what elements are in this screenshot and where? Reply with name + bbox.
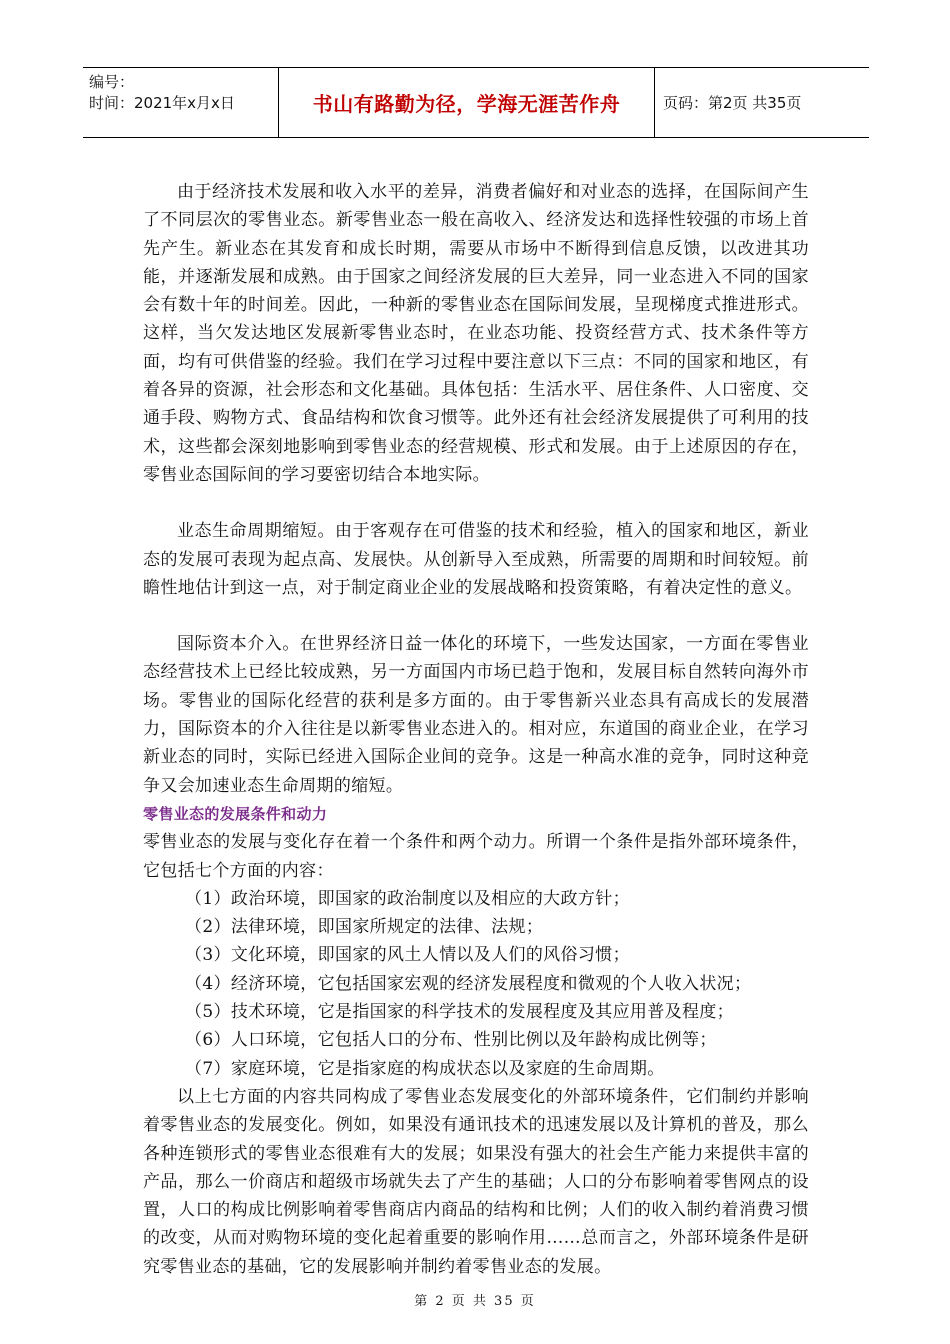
list-item: （6）人口环境，它包括人口的分布、性别比例以及年龄构成比例等； bbox=[185, 1030, 717, 1051]
paragraph-1: 由于经济技术发展和收入水平的差异，消费者偏好和对业态的选择，在国际间产生了不同层次的零售业态。新零售业态一般在高收入、经济发达和选择性较强的市场上首先产生。新业态在其发育和成长时期，需要从市场中不断得到信息反馈，以改进其功能，并逐渐发展和成熟。由于国家之间经济发展的巨大差异，同一业态进入不同的国家会有数十年的时间差。因此，一种新的零售业态在国际间发展，呈现梯度式推进形式。这样，当欠发达地区发展新零售业态时，在业态功能、投资经营方式、技术条件等方面，均有可供借鉴的经验。我们在学习过程中要注意以下三点：不同的国家和地区，有着各异的资源，社会形态和文化基础。具体包括：生活水平、居住条件、人口密度、交通手段、购物方式、食品结构和饮食习惯等。此外还有社会经济发展提供了可利用的技术，这些都会深刻地影响到零售业态的经营规模、形式和发展。由于上述原因的存在，零售业态国际间的学习要密切结合本地实际。 bbox=[143, 182, 809, 485]
paragraph-3: 国际资本介入。在世界经济日益一体化的环境下，一些发达国家，一方面在零售业态经营技术上已经比较成熟，另一方面国内市场已趋于饱和，发展目标自然转向海外市场。零售业的国际化经营的获利是多方面的。由于零售新兴业态具有高成长的发展潜力，国际资本的介入往往是以新零售业态进入的。相对应，东道国的商业企业，在学习新业态的同时，实际已经进入国际企业间的竞争。这是一种高水准的竞争，同时这种竞争又会加速业态生命周期的缩短。 bbox=[143, 634, 809, 796]
paragraph-4: 零售业态的发展与变化存在着一个条件和两个动力。所谓一个条件是指外部环境条件，它包括七个方面的内容： bbox=[143, 832, 809, 881]
header-motto: 书山有路勤为径，学海无涯苦作舟 bbox=[312, 92, 621, 116]
document-body bbox=[143, 178, 809, 1281]
header-motto-cell bbox=[279, 68, 655, 137]
paragraph-2: 业态生命周期缩短。由于客观存在可借鉴的技术和经验，植入的国家和地区，新业态的发展可表现为起点高、发展快。从创新导入至成熟，所需要的周期和时间较短。前瞻性地估计到这一点，对于制定商业企业的发展战略和投资策略，有着决定性的意义。 bbox=[143, 521, 809, 598]
page-footer bbox=[0, 1290, 950, 1309]
number-label: 编号： bbox=[89, 73, 135, 91]
list-item: （1）政治环境，即国家的政治制度以及相应的大政方针； bbox=[185, 888, 630, 909]
list-item: （2）法律环境，即国家所规定的法律、法规； bbox=[185, 917, 544, 938]
list-item: （5）技术环境，它是指国家的科学技术的发展程度及其应用普及程度； bbox=[185, 1002, 735, 1023]
list-item: （3）文化环境，即国家的风土人情以及人们的风俗习惯； bbox=[185, 945, 630, 966]
header-page-info: 页码：第2页 共35页 bbox=[663, 94, 802, 112]
header-page-info-cell bbox=[655, 68, 869, 137]
conditions-list bbox=[143, 885, 809, 1083]
section-heading: 零售业态的发展条件和动力 bbox=[143, 804, 328, 823]
list-item: （7）家庭环境，它是指家庭的构成状态以及家庭的生命周期。 bbox=[185, 1058, 665, 1079]
list-item: （4）经济环境，它包括国家宏观的经济发展程度和微观的个人收入状况； bbox=[185, 973, 752, 994]
header-meta bbox=[83, 68, 279, 137]
date-label: 时间：2021年x月x日 bbox=[89, 94, 235, 112]
footer-page-number: 第 2 页 共 35 页 bbox=[414, 1294, 536, 1309]
paragraph-5: 以上七方面的内容共同构成了零售业态发展变化的外部环境条件，它们制约并影响着零售业态的发展变化。例如，如果没有通讯技术的迅速发展以及计算机的普及，那么各种连锁形式的零售业态很难有大的发展；如果没有强大的社会生产能力来提供丰富的产品，那么一价商店和超级市场就失去了产生的基础；人口的分布影响着零售网点的设置，人口的构成比例影响着零售商店内商品的结构和比例；人们的收入制约着消费习惯的改变，从而对购物环境的变化起着重要的影响作用……总而言之，外部环境条件是研究零售业态的基础，它的发展影响并制约着零售业态的发展。 bbox=[143, 1086, 809, 1277]
page-header bbox=[83, 67, 869, 138]
